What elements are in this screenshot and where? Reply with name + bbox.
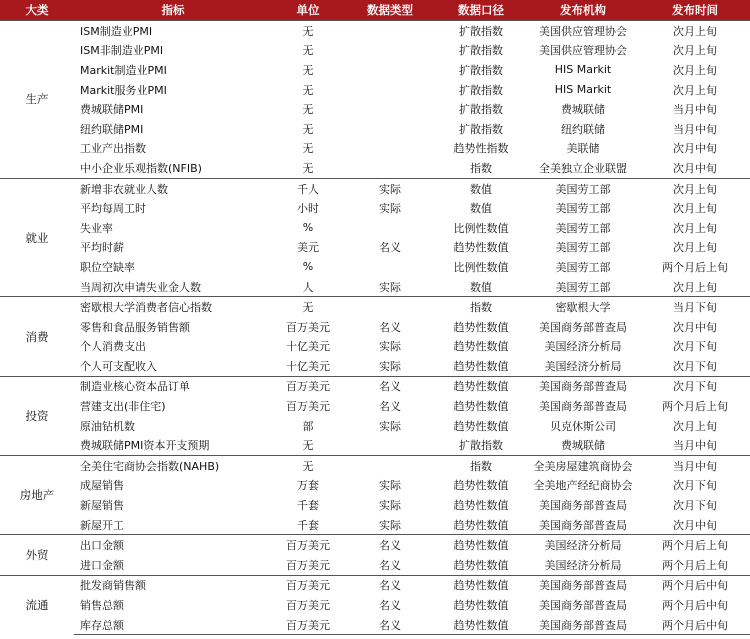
indicator-cell: Markit制造业PMI <box>80 63 167 77</box>
table-row <box>0 456 750 476</box>
unit-cell: 无 <box>302 161 314 175</box>
data-type-cell: 名义 <box>344 615 436 635</box>
table-row <box>0 60 750 80</box>
data-scope-cell: 扩散指数 <box>459 103 503 117</box>
table-row <box>0 356 750 376</box>
release-time-cell: 次月下旬 <box>673 479 717 493</box>
data-scope-cell: 趋势性数值 <box>453 499 509 513</box>
header-data-scope: 数据口径 <box>436 0 526 21</box>
publisher-cell: 美国商务部普查局 <box>539 499 627 513</box>
publisher-cell: 美国劳工部 <box>555 280 611 294</box>
table-row <box>0 257 750 277</box>
publisher-cell: 美国劳工部 <box>555 202 611 216</box>
table-row <box>0 80 750 100</box>
unit-cell: 十亿美元 <box>286 340 330 354</box>
data-type-cell: 名义 <box>379 599 401 613</box>
publisher-cell: 美国劳工部 <box>555 260 611 274</box>
indicator-cell: 出口金额 <box>74 535 272 555</box>
indicator-cell: ISM制造业PMI <box>74 21 272 41</box>
publisher-cell: 美国经济分析局 <box>526 535 640 555</box>
data-scope-cell: 趋势性数值 <box>453 400 509 414</box>
release-time-cell: 次月上旬 <box>673 63 717 77</box>
publisher-cell: 美国经济分析局 <box>544 558 622 572</box>
data-type-cell: 实际 <box>379 359 401 373</box>
data-scope-cell: 数值 <box>436 178 526 198</box>
publisher-cell: 贝克休斯公司 <box>550 419 616 433</box>
unit-cell: 百万美元 <box>286 320 330 334</box>
table-row <box>0 238 750 258</box>
publisher-cell: 费城联储 <box>561 439 605 453</box>
table-row <box>0 555 750 575</box>
release-time-cell: 次月中旬 <box>673 320 717 334</box>
publisher-cell: 美国商务部普查局 <box>539 518 627 532</box>
publisher-cell: 全美独立企业联盟 <box>539 161 627 175</box>
publisher-cell: 美国劳工部 <box>526 178 640 198</box>
publisher-cell: 美国劳工部 <box>555 221 611 235</box>
data-scope-cell: 数值 <box>470 280 492 294</box>
data-type-cell: 实际 <box>379 499 401 513</box>
table-row <box>0 575 750 595</box>
publisher-cell: HIS Markit <box>554 83 612 97</box>
unit-cell: 无 <box>302 122 314 136</box>
data-type-cell: 名义 <box>344 376 436 396</box>
publisher-cell: 美国劳工部 <box>555 241 611 255</box>
data-scope-cell: 趋势性数值 <box>453 241 509 255</box>
table-row <box>0 416 750 436</box>
unit-cell: 无 <box>302 83 314 97</box>
data-type-cell: 实际 <box>379 518 401 532</box>
data-scope-cell: 趋势性数值 <box>453 340 509 354</box>
data-scope-cell: 趋势性数值 <box>453 558 509 572</box>
table-row <box>0 297 750 317</box>
indicator-cell: 批发商销售额 <box>74 575 272 595</box>
table-row <box>0 515 750 535</box>
data-type-cell <box>344 41 436 61</box>
data-type-cell <box>344 435 436 455</box>
release-time-cell: 次月上旬 <box>673 83 717 97</box>
indicator-cell: 零售和食品服务销售额 <box>80 320 190 334</box>
unit-cell: 百万美元 <box>286 558 330 572</box>
release-time-cell: 次月上旬 <box>673 241 717 255</box>
release-time-cell: 次月下旬 <box>640 376 750 396</box>
header-row <box>0 0 750 21</box>
indicator-cell: 库存总额 <box>74 615 272 635</box>
release-time-cell: 次月中旬 <box>673 518 717 532</box>
indicator-cell: 销售总额 <box>80 599 124 613</box>
data-type-cell: 名义 <box>379 400 401 414</box>
unit-cell: 十亿美元 <box>286 359 330 373</box>
unit-cell: 无 <box>302 63 314 77</box>
data-type-cell <box>344 21 436 41</box>
data-scope-cell: 扩散指数 <box>459 63 503 77</box>
unit-cell: 小时 <box>297 202 319 216</box>
release-time-cell: 次月中旬 <box>673 161 717 175</box>
release-time-cell: 次月中旬 <box>673 142 717 156</box>
table-row <box>0 317 750 337</box>
data-scope-cell: 数值 <box>470 202 492 216</box>
unit-cell: 百万美元 <box>272 615 344 635</box>
data-type-cell <box>344 80 436 100</box>
data-type-cell <box>344 119 436 139</box>
unit-cell: 万套 <box>297 479 319 493</box>
publisher-cell: 全美房屋建筑商协会 <box>526 456 640 476</box>
unit-cell: 百万美元 <box>272 376 344 396</box>
data-scope-cell: 扩散指数 <box>459 83 503 97</box>
table-row <box>0 139 750 159</box>
data-scope-cell: 趋势性数值 <box>453 419 509 433</box>
release-time-cell: 当月中旬 <box>640 456 750 476</box>
release-time-cell: 次月下旬 <box>673 340 717 354</box>
release-time-cell: 次月上旬 <box>673 280 717 294</box>
table-row <box>0 435 750 455</box>
indicator-cell: 纽约联储PMI <box>80 122 144 136</box>
table-row <box>0 495 750 515</box>
unit-cell: 美元 <box>297 241 319 255</box>
data-scope-cell: 趋势性数值 <box>436 376 526 396</box>
release-time-cell: 次月下旬 <box>673 499 717 513</box>
table-body <box>0 21 750 635</box>
unit-cell: 千套 <box>297 499 319 513</box>
indicator-cell: 密歇根大学消费者信心指数 <box>74 297 272 317</box>
release-time-cell: 次月下旬 <box>673 359 717 373</box>
data-type-cell: 实际 <box>344 178 436 198</box>
data-scope-cell: 扩散指数 <box>459 44 503 58</box>
indicator-cell: 失业率 <box>80 221 113 235</box>
data-scope-cell: 趋势性数值 <box>453 479 509 493</box>
publisher-cell: 美国供应管理协会 <box>526 21 640 41</box>
unit-cell: 千套 <box>297 518 319 532</box>
table-row <box>0 218 750 238</box>
unit-cell: 无 <box>272 456 344 476</box>
release-time-cell: 当月中旬 <box>673 439 717 453</box>
table-row <box>0 158 750 178</box>
data-type-cell <box>344 60 436 80</box>
data-scope-cell: 趋势性数值 <box>436 615 526 635</box>
release-time-cell: 两个月后上旬 <box>662 400 728 414</box>
header-indicator: 指标 <box>74 0 272 21</box>
data-type-cell: 实际 <box>379 419 401 433</box>
data-scope-cell: 趋势性数值 <box>436 535 526 555</box>
data-type-cell <box>344 139 436 159</box>
category-cell: 流通 <box>0 575 74 635</box>
data-scope-cell: 趋势性指数 <box>453 142 509 156</box>
data-type-cell: 名义 <box>344 575 436 595</box>
indicator-cell: Markit服务业PMI <box>80 83 167 97</box>
header-data-type: 数据类型 <box>344 0 436 21</box>
indicator-cell: 平均每周工时 <box>80 202 146 216</box>
header-release-time: 发布时间 <box>640 0 750 21</box>
publisher-cell: 美国商务部普查局 <box>526 575 640 595</box>
table-row <box>0 198 750 218</box>
unit-cell: 百万美元 <box>286 599 330 613</box>
indicator-cell: 原油钻机数 <box>80 419 135 433</box>
unit-cell: 百万美元 <box>272 575 344 595</box>
publisher-cell: 密歇根大学 <box>526 297 640 317</box>
release-time-cell: 次月上旬 <box>673 44 717 58</box>
unit-cell: 百万美元 <box>272 535 344 555</box>
data-scope-cell: 指数 <box>470 161 492 175</box>
category-cell: 就业 <box>0 178 74 297</box>
release-time-cell: 次月上旬 <box>640 21 750 41</box>
category-cell: 外贸 <box>0 535 74 575</box>
indicator-cell: 工业产出指数 <box>80 142 146 156</box>
data-scope-cell: 扩散指数 <box>459 439 503 453</box>
unit-cell: % <box>302 260 314 274</box>
indicator-cell: 成屋销售 <box>80 479 124 493</box>
unit-cell: 无 <box>302 439 314 453</box>
release-time-cell: 当月中旬 <box>673 122 717 136</box>
data-scope-cell: 扩散指数 <box>459 122 503 136</box>
data-scope-cell: 趋势性数值 <box>453 320 509 334</box>
publisher-cell: 美国商务部普查局 <box>526 615 640 635</box>
publisher-cell: 费城联储 <box>561 103 605 117</box>
data-type-cell <box>344 456 436 476</box>
table-row <box>0 99 750 119</box>
category-cell: 投资 <box>0 376 74 455</box>
data-type-cell <box>344 297 436 317</box>
indicator-cell: 平均时薪 <box>80 241 124 255</box>
data-type-cell: 名义 <box>344 535 436 555</box>
unit-cell: 千人 <box>272 178 344 198</box>
release-time-cell: 当月中旬 <box>673 103 717 117</box>
indicator-cell: ISM非制造业PMI <box>80 44 164 58</box>
indicator-cell: 营建支出(非住宅) <box>80 400 166 414</box>
table-row <box>0 476 750 496</box>
indicator-cell: 新增非农就业人数 <box>74 178 272 198</box>
publisher-cell: HIS Markit <box>554 63 612 77</box>
table-row <box>0 595 750 615</box>
table-row <box>0 178 750 198</box>
release-time-cell: 次月上旬 <box>673 202 717 216</box>
data-type-cell <box>344 158 436 178</box>
release-time-cell: 两个月后上旬 <box>662 260 728 274</box>
publisher-cell: 美国商务部普查局 <box>539 599 627 613</box>
indicator-cell: 费城联储PMI资本开支预期 <box>80 439 210 453</box>
data-type-cell: 实际 <box>379 340 401 354</box>
data-type-cell: 实际 <box>379 479 401 493</box>
publisher-cell: 美国经济分析局 <box>544 359 622 373</box>
table-row <box>0 396 750 416</box>
release-time-cell: 两个月后中旬 <box>640 615 750 635</box>
release-time-cell: 两个月后上旬 <box>662 558 728 572</box>
release-time-cell: 次月上旬 <box>640 178 750 198</box>
unit-cell: 无 <box>272 21 344 41</box>
category-cell: 房地产 <box>0 456 74 535</box>
unit-cell: 人 <box>302 280 314 294</box>
indicator-cell: 个人消费支出 <box>80 340 146 354</box>
table-row <box>0 376 750 396</box>
publisher-cell: 美国供应管理协会 <box>539 44 627 58</box>
table-row <box>0 119 750 139</box>
unit-cell: 无 <box>302 103 314 117</box>
table-row <box>0 21 750 41</box>
data-type-cell: 名义 <box>379 320 401 334</box>
release-time-cell: 两个月后中旬 <box>662 599 728 613</box>
data-scope-cell: 趋势性数值 <box>453 599 509 613</box>
release-time-cell: 两个月后中旬 <box>640 575 750 595</box>
indicator-cell: 进口金额 <box>80 558 124 572</box>
release-time-cell: 两个月后上旬 <box>640 535 750 555</box>
indicator-cell: 新屋开工 <box>80 518 124 532</box>
unit-cell: 百万美元 <box>286 400 330 414</box>
release-time-cell: 次月上旬 <box>673 221 717 235</box>
unit-cell: 无 <box>272 297 344 317</box>
table-row <box>0 41 750 61</box>
category-cell: 消费 <box>0 297 74 376</box>
indicator-cell: 费城联储PMI <box>80 103 144 117</box>
unit-cell: 无 <box>302 44 314 58</box>
data-scope-cell: 比例性数值 <box>453 221 509 235</box>
table-row <box>0 337 750 357</box>
publisher-cell: 美国商务部普查局 <box>526 376 640 396</box>
data-scope-cell: 指数 <box>436 456 526 476</box>
publisher-cell: 全美地产经纪商协会 <box>533 479 633 493</box>
table-row <box>0 277 750 297</box>
publisher-cell: 纽约联储 <box>561 122 605 136</box>
publisher-cell: 美联储 <box>566 142 600 156</box>
indicator-cell: 制造业核心资本品订单 <box>74 376 272 396</box>
indicator-cell: 职位空缺率 <box>80 260 135 274</box>
unit-cell: % <box>302 221 314 235</box>
indicator-cell: 中小企业乐观指数(NFIB) <box>80 161 202 175</box>
indicator-cell: 新屋销售 <box>80 499 124 513</box>
table-row <box>0 615 750 635</box>
data-scope-cell: 趋势性数值 <box>453 359 509 373</box>
data-scope-cell: 趋势性数值 <box>436 575 526 595</box>
data-scope-cell: 比例性数值 <box>453 260 509 274</box>
data-type-cell: 实际 <box>379 280 401 294</box>
header-category: 大类 <box>0 0 74 21</box>
indicator-cell: 全美住宅商协会指数(NAHB) <box>74 456 272 476</box>
unit-cell: 无 <box>302 142 314 156</box>
indicator-cell: 当周初次申请失业金人数 <box>80 280 201 294</box>
data-scope-cell: 趋势性数值 <box>453 518 509 532</box>
release-time-cell: 当月下旬 <box>640 297 750 317</box>
publisher-cell: 美国商务部普查局 <box>539 400 627 414</box>
unit-cell: 部 <box>302 419 314 433</box>
data-type-cell: 名义 <box>379 558 401 572</box>
data-scope-cell: 指数 <box>436 297 526 317</box>
indicator-cell: 个人可支配收入 <box>80 359 157 373</box>
release-time-cell: 次月上旬 <box>673 419 717 433</box>
data-type-cell: 名义 <box>379 241 401 255</box>
data-scope-cell: 扩散指数 <box>436 21 526 41</box>
publisher-cell: 美国商务部普查局 <box>539 320 627 334</box>
header-publisher: 发布机构 <box>526 0 640 21</box>
header-unit: 单位 <box>272 0 344 21</box>
data-type-cell <box>344 218 436 238</box>
category-cell: 生产 <box>0 21 74 179</box>
data-type-cell <box>344 257 436 277</box>
data-type-cell <box>344 99 436 119</box>
table-row <box>0 535 750 555</box>
data-type-cell: 实际 <box>379 202 401 216</box>
publisher-cell: 美国经济分析局 <box>544 340 622 354</box>
